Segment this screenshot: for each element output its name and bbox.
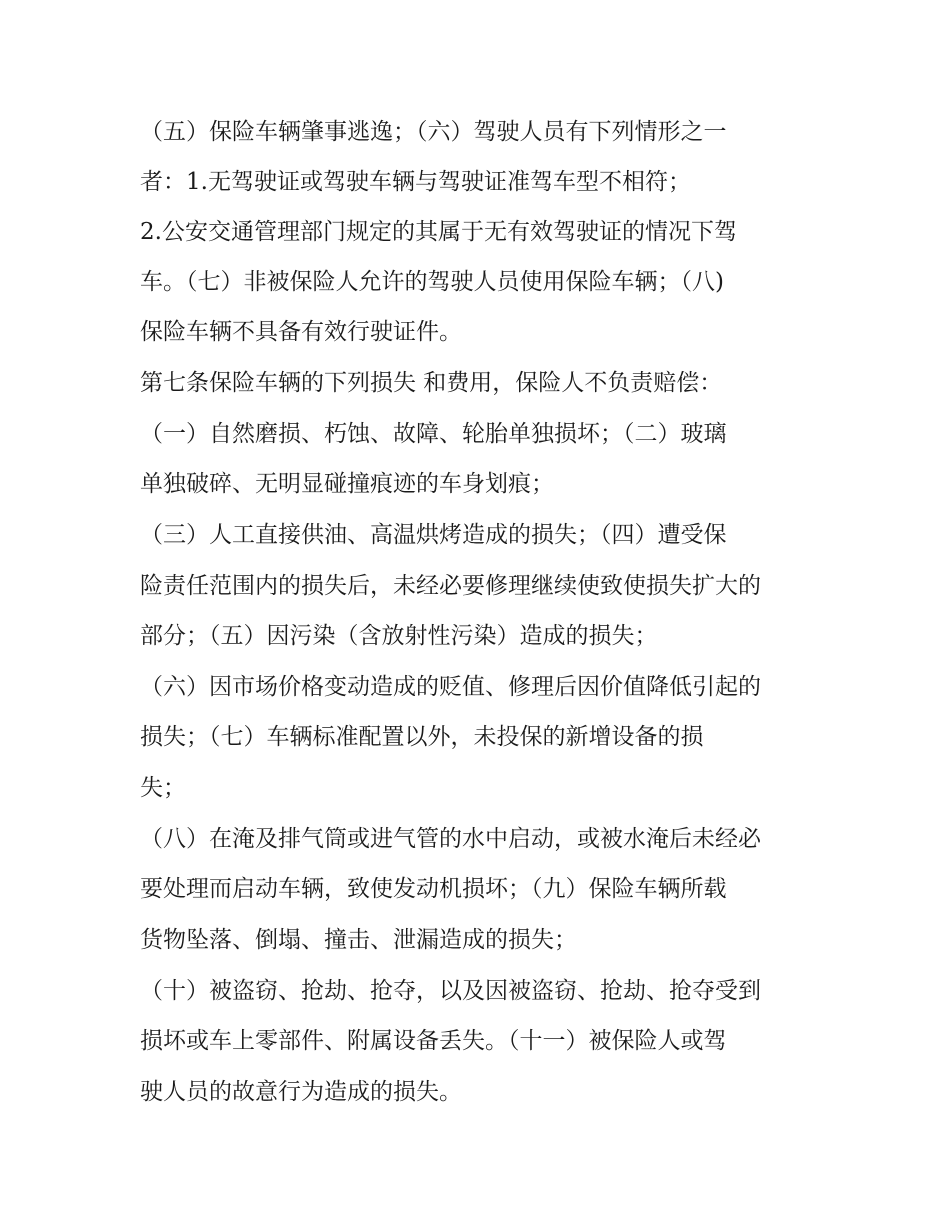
text-line: 损失；（七）车辆标准配置以外，未投保的新增设备的损 [140,724,704,750]
text-line: （一）自然磨损、朽蚀、故障、轮胎单独损坏；（二）玻璃 [140,421,727,447]
text-line: 险责任范围内的损失后，未经必要修理继续使致使损失扩大的 [140,573,761,599]
text-line: （五）保险车辆肇事逃逸；（六）驾驶人员有下列情形之一 [140,119,727,145]
text-line: 者：1.无驾驶证或驾驶车辆与驾驶证准驾车型不相符； [140,169,691,195]
text-line: 单独破碎、无明显碰撞痕迹的车身划痕； [140,471,554,497]
text-line: 损坏或车上零部件、附属设备丢失。（十一）被保险人或驾 [140,1028,727,1054]
text-line: 车。（七）非被保险人允许的驾驶人员使用保险车辆；（八) [140,269,724,295]
text-line: （十）被盗窃、抢劫、抢夺，以及因被盗窃、抢劫、抢夺受到 [140,978,761,1004]
text-line: 部分；（五）因污染（含放射性污染）造成的损失； [140,623,658,649]
text-line: 货物坠落、倒塌、撞击、泄漏造成的损失； [140,927,577,953]
text-line: （六）因市场价格变动造成的贬值、修理后因价值降低引起的 [140,674,761,700]
text-line: 失； [140,775,186,801]
text-line: （三）人工直接供油、高温烘烤造成的损失；（四）遭受保 [140,522,727,548]
text-line: 第七条保险车辆的下列损失 和费用，保险人不负责赔偿： [140,370,723,396]
text-line: 要处理而启动车辆，致使发动机损坏；（九）保险车辆所载 [140,876,727,902]
text-line: 保险车辆不具备有效行驶证件。 [140,319,462,345]
text-line: 2.公安交通管理部门规定的其属于无有效驾驶证的情况下驾 [140,219,737,245]
text-line: 驶人员的故意行为造成的损失。 [140,1079,462,1105]
text-line: （八）在淹及排气筒或进气管的水中启动，或被水淹后未经必 [140,826,761,852]
